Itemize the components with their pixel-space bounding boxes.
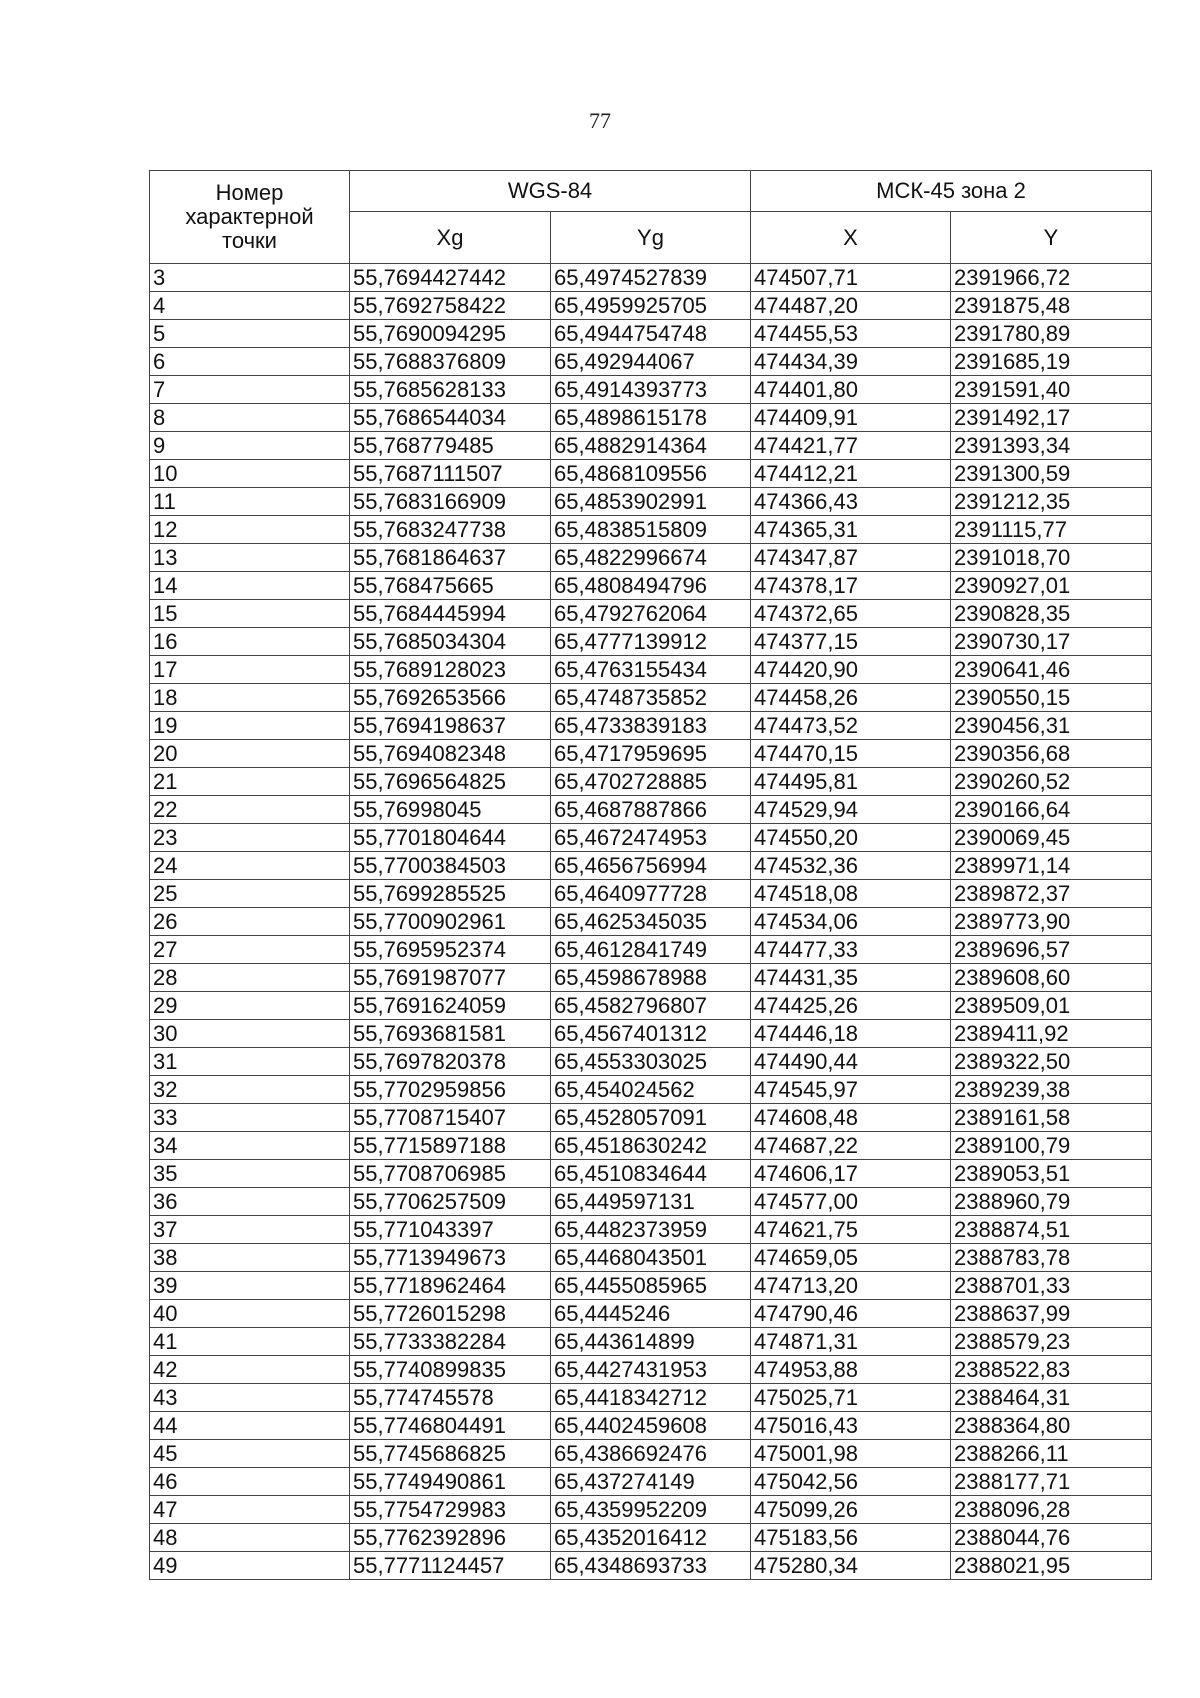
- x-cell: 475183,56: [751, 1524, 951, 1552]
- table-header: [150, 171, 1152, 264]
- point-number-cell: 23: [150, 824, 350, 852]
- point-number-cell: 34: [150, 1132, 350, 1160]
- point-number-cell: 46: [150, 1468, 350, 1496]
- y-cell: 2389608,60: [951, 964, 1152, 992]
- y-cell: 2389971,14: [951, 852, 1152, 880]
- y-cell: 2390927,01: [951, 572, 1152, 600]
- xg-cell: 55,7693681581: [350, 1020, 551, 1048]
- table-row: [150, 1160, 1152, 1188]
- yg-cell: 65,4763155434: [551, 656, 751, 684]
- table-row: [150, 908, 1152, 936]
- y-cell: 2388266,11: [951, 1440, 1152, 1468]
- x-cell: 474455,53: [751, 320, 951, 348]
- yg-cell: 65,4640977728: [551, 880, 751, 908]
- y-cell: 2391300,59: [951, 460, 1152, 488]
- point-number-cell: 43: [150, 1384, 350, 1412]
- xg-cell: 55,76998045: [350, 796, 551, 824]
- table-row: [150, 1328, 1152, 1356]
- table-row: [150, 824, 1152, 852]
- yg-cell: 65,4386692476: [551, 1440, 751, 1468]
- point-number-cell: 26: [150, 908, 350, 936]
- yg-cell: 65,4418342712: [551, 1384, 751, 1412]
- y-cell: 2391212,35: [951, 488, 1152, 516]
- point-number-cell: 10: [150, 460, 350, 488]
- xg-cell: 55,7733382284: [350, 1328, 551, 1356]
- x-cell: 474713,20: [751, 1272, 951, 1300]
- point-number-cell: 20: [150, 740, 350, 768]
- point-number-cell: 35: [150, 1160, 350, 1188]
- yg-cell: 65,4733839183: [551, 712, 751, 740]
- x-cell: 474577,00: [751, 1188, 951, 1216]
- point-number-cell: 9: [150, 432, 350, 460]
- point-number-cell: 7: [150, 376, 350, 404]
- xg-cell: 55,7691624059: [350, 992, 551, 1020]
- table-row: [150, 1104, 1152, 1132]
- x-cell: 474365,31: [751, 516, 951, 544]
- xg-cell: 55,7771124457: [350, 1552, 551, 1580]
- yg-cell: 65,4567401312: [551, 1020, 751, 1048]
- point-number-cell: 37: [150, 1216, 350, 1244]
- yg-cell: 65,4868109556: [551, 460, 751, 488]
- point-number-header: Номер характерной точки: [150, 171, 350, 264]
- y-cell: 2388021,95: [951, 1552, 1152, 1580]
- coordinates-table: [149, 170, 1152, 1580]
- point-number-cell: 14: [150, 572, 350, 600]
- y-column-header: Y: [951, 212, 1152, 264]
- point-number-cell: 16: [150, 628, 350, 656]
- y-cell: 2389872,37: [951, 880, 1152, 908]
- xg-cell: 55,7688376809: [350, 348, 551, 376]
- y-cell: 2389322,50: [951, 1048, 1152, 1076]
- xg-cell: 55,7708715407: [350, 1104, 551, 1132]
- y-cell: 2391966,72: [951, 264, 1152, 292]
- yg-cell: 65,4518630242: [551, 1132, 751, 1160]
- table-row: [150, 572, 1152, 600]
- table-row: [150, 712, 1152, 740]
- x-cell: 475025,71: [751, 1384, 951, 1412]
- yg-cell: 65,4974527839: [551, 264, 751, 292]
- x-cell: 475099,26: [751, 1496, 951, 1524]
- yg-cell: 65,4792762064: [551, 600, 751, 628]
- xg-cell: 55,7692653566: [350, 684, 551, 712]
- point-number-cell: 6: [150, 348, 350, 376]
- x-cell: 474953,88: [751, 1356, 951, 1384]
- y-cell: 2389053,51: [951, 1160, 1152, 1188]
- table-row: [150, 1048, 1152, 1076]
- x-cell: 474372,65: [751, 600, 951, 628]
- point-number-cell: 22: [150, 796, 350, 824]
- xg-cell: 55,7706257509: [350, 1188, 551, 1216]
- yg-cell: 65,4914393773: [551, 376, 751, 404]
- x-cell: 475280,34: [751, 1552, 951, 1580]
- yg-cell: 65,4402459608: [551, 1412, 751, 1440]
- x-cell: 474473,52: [751, 712, 951, 740]
- yg-cell: 65,443614899: [551, 1328, 751, 1356]
- y-cell: 2390641,46: [951, 656, 1152, 684]
- x-cell: 474790,46: [751, 1300, 951, 1328]
- yg-cell: 65,454024562: [551, 1076, 751, 1104]
- point-number-cell: 29: [150, 992, 350, 1020]
- table-row: [150, 1356, 1152, 1384]
- xg-cell: 55,7685034304: [350, 628, 551, 656]
- xg-cell: 55,7684445994: [350, 600, 551, 628]
- xg-cell: 55,7700384503: [350, 852, 551, 880]
- x-cell: 474495,81: [751, 768, 951, 796]
- table-row: [150, 964, 1152, 992]
- y-cell: 2390069,45: [951, 824, 1152, 852]
- point-number-cell: 40: [150, 1300, 350, 1328]
- table-row: [150, 936, 1152, 964]
- table-row: [150, 1188, 1152, 1216]
- table-row: [150, 1524, 1152, 1552]
- xg-cell: 55,7754729983: [350, 1496, 551, 1524]
- table-row: [150, 992, 1152, 1020]
- table-row: [150, 768, 1152, 796]
- x-cell: 474420,90: [751, 656, 951, 684]
- yg-cell: 65,4838515809: [551, 516, 751, 544]
- point-number-cell: 42: [150, 1356, 350, 1384]
- y-cell: 2388701,33: [951, 1272, 1152, 1300]
- point-number-cell: 19: [150, 712, 350, 740]
- x-cell: 474621,75: [751, 1216, 951, 1244]
- xg-cell: 55,771043397: [350, 1216, 551, 1244]
- point-number-cell: 45: [150, 1440, 350, 1468]
- table-row: [150, 1020, 1152, 1048]
- point-number-cell: 4: [150, 292, 350, 320]
- table-row: [150, 292, 1152, 320]
- x-cell: 474608,48: [751, 1104, 951, 1132]
- x-cell: 474487,20: [751, 292, 951, 320]
- y-cell: 2388464,31: [951, 1384, 1152, 1412]
- xg-cell: 55,7683247738: [350, 516, 551, 544]
- xg-cell: 55,7745686825: [350, 1440, 551, 1468]
- x-cell: 474377,15: [751, 628, 951, 656]
- x-cell: 475016,43: [751, 1412, 951, 1440]
- point-number-cell: 49: [150, 1552, 350, 1580]
- x-cell: 474378,17: [751, 572, 951, 600]
- xg-cell: 55,774745578: [350, 1384, 551, 1412]
- x-cell: 474687,22: [751, 1132, 951, 1160]
- x-cell: 474470,15: [751, 740, 951, 768]
- x-cell: 474347,87: [751, 544, 951, 572]
- yg-cell: 65,4482373959: [551, 1216, 751, 1244]
- xg-cell: 55,7694427442: [350, 264, 551, 292]
- y-cell: 2388579,23: [951, 1328, 1152, 1356]
- y-cell: 2388044,76: [951, 1524, 1152, 1552]
- y-cell: 2388874,51: [951, 1216, 1152, 1244]
- x-cell: 475001,98: [751, 1440, 951, 1468]
- x-cell: 474412,21: [751, 460, 951, 488]
- y-cell: 2391685,19: [951, 348, 1152, 376]
- yg-cell: 65,4598678988: [551, 964, 751, 992]
- point-number-cell: 28: [150, 964, 350, 992]
- xg-cell: 55,7694198637: [350, 712, 551, 740]
- point-number-cell: 8: [150, 404, 350, 432]
- yg-cell: 65,437274149: [551, 1468, 751, 1496]
- table-row: [150, 376, 1152, 404]
- yg-cell: 65,449597131: [551, 1188, 751, 1216]
- point-number-cell: 25: [150, 880, 350, 908]
- xg-cell: 55,7726015298: [350, 1300, 551, 1328]
- xg-cell: 55,7702959856: [350, 1076, 551, 1104]
- table-row: [150, 880, 1152, 908]
- table-row: [150, 1496, 1152, 1524]
- y-cell: 2389161,58: [951, 1104, 1152, 1132]
- point-number-cell: 30: [150, 1020, 350, 1048]
- yg-cell: 65,4853902991: [551, 488, 751, 516]
- point-number-cell: 21: [150, 768, 350, 796]
- point-number-cell: 38: [150, 1244, 350, 1272]
- table-row: [150, 516, 1152, 544]
- x-cell: 474434,39: [751, 348, 951, 376]
- table-row: [150, 1244, 1152, 1272]
- table-row: [150, 348, 1152, 376]
- yg-cell: 65,4510834644: [551, 1160, 751, 1188]
- yg-column-header: Yg: [551, 212, 751, 264]
- yg-cell: 65,4445246: [551, 1300, 751, 1328]
- x-cell: 474409,91: [751, 404, 951, 432]
- yg-cell: 65,4822996674: [551, 544, 751, 572]
- point-number-cell: 3: [150, 264, 350, 292]
- x-cell: 474550,20: [751, 824, 951, 852]
- yg-cell: 65,4359952209: [551, 1496, 751, 1524]
- y-cell: 2390456,31: [951, 712, 1152, 740]
- yg-cell: 65,4702728885: [551, 768, 751, 796]
- y-cell: 2390166,64: [951, 796, 1152, 824]
- table-row: [150, 600, 1152, 628]
- yg-cell: 65,4777139912: [551, 628, 751, 656]
- xg-cell: 55,7740899835: [350, 1356, 551, 1384]
- x-cell: 474532,36: [751, 852, 951, 880]
- x-cell: 474659,05: [751, 1244, 951, 1272]
- xg-cell: 55,7701804644: [350, 824, 551, 852]
- point-number-cell: 39: [150, 1272, 350, 1300]
- xg-column-header: Xg: [350, 212, 551, 264]
- yg-cell: 65,4882914364: [551, 432, 751, 460]
- table-row: [150, 1300, 1152, 1328]
- point-number-cell: 12: [150, 516, 350, 544]
- yg-cell: 65,4553303025: [551, 1048, 751, 1076]
- table-row: [150, 1412, 1152, 1440]
- xg-cell: 55,7695952374: [350, 936, 551, 964]
- point-number-cell: 47: [150, 1496, 350, 1524]
- y-cell: 2389411,92: [951, 1020, 1152, 1048]
- x-cell: 474458,26: [751, 684, 951, 712]
- xg-cell: 55,7685628133: [350, 376, 551, 404]
- yg-cell: 65,4427431953: [551, 1356, 751, 1384]
- y-cell: 2388637,99: [951, 1300, 1152, 1328]
- y-cell: 2390550,15: [951, 684, 1152, 712]
- yg-cell: 65,4612841749: [551, 936, 751, 964]
- table-row: [150, 740, 1152, 768]
- yg-cell: 65,4687887866: [551, 796, 751, 824]
- xg-cell: 55,7692758422: [350, 292, 551, 320]
- table-row: [150, 628, 1152, 656]
- x-cell: 474518,08: [751, 880, 951, 908]
- yg-cell: 65,4656756994: [551, 852, 751, 880]
- table-row: [150, 264, 1152, 292]
- y-cell: 2388522,83: [951, 1356, 1152, 1384]
- y-cell: 2391492,17: [951, 404, 1152, 432]
- x-cell: 474534,06: [751, 908, 951, 936]
- point-number-cell: 32: [150, 1076, 350, 1104]
- table-row: [150, 1272, 1152, 1300]
- point-number-cell: 5: [150, 320, 350, 348]
- yg-cell: 65,4944754748: [551, 320, 751, 348]
- yg-cell: 65,4898615178: [551, 404, 751, 432]
- xg-cell: 55,7749490861: [350, 1468, 551, 1496]
- table-row: [150, 796, 1152, 824]
- xg-cell: 55,7690094295: [350, 320, 551, 348]
- yg-cell: 65,4672474953: [551, 824, 751, 852]
- y-cell: 2391018,70: [951, 544, 1152, 572]
- x-cell: 474366,43: [751, 488, 951, 516]
- table-row: [150, 1216, 1152, 1244]
- wgs84-group-header: WGS-84: [350, 171, 751, 212]
- xg-cell: 55,7686544034: [350, 404, 551, 432]
- y-cell: 2390828,35: [951, 600, 1152, 628]
- y-cell: 2391115,77: [951, 516, 1152, 544]
- x-cell: 474606,17: [751, 1160, 951, 1188]
- table-row: [150, 1468, 1152, 1496]
- y-cell: 2389100,79: [951, 1132, 1152, 1160]
- point-number-cell: 15: [150, 600, 350, 628]
- xg-cell: 55,7689128023: [350, 656, 551, 684]
- yg-cell: 65,4348693733: [551, 1552, 751, 1580]
- xg-cell: 55,7718962464: [350, 1272, 551, 1300]
- xg-cell: 55,7762392896: [350, 1524, 551, 1552]
- point-number-cell: 24: [150, 852, 350, 880]
- y-cell: 2388096,28: [951, 1496, 1152, 1524]
- point-number-cell: 48: [150, 1524, 350, 1552]
- xg-cell: 55,7700902961: [350, 908, 551, 936]
- msk45-group-header: МСК-45 зона 2: [751, 171, 1152, 212]
- table-row: [150, 1440, 1152, 1468]
- yg-cell: 65,4959925705: [551, 292, 751, 320]
- xg-cell: 55,7697820378: [350, 1048, 551, 1076]
- x-cell: 474477,33: [751, 936, 951, 964]
- xg-cell: 55,7699285525: [350, 880, 551, 908]
- y-cell: 2390356,68: [951, 740, 1152, 768]
- table-row: [150, 488, 1152, 516]
- x-cell: 474529,94: [751, 796, 951, 824]
- table-row: [150, 432, 1152, 460]
- y-cell: 2389509,01: [951, 992, 1152, 1020]
- y-cell: 2391591,40: [951, 376, 1152, 404]
- y-cell: 2391875,48: [951, 292, 1152, 320]
- y-cell: 2391780,89: [951, 320, 1152, 348]
- xg-cell: 55,7715897188: [350, 1132, 551, 1160]
- table-row: [150, 656, 1152, 684]
- x-cell: 474507,71: [751, 264, 951, 292]
- table-row: [150, 1384, 1152, 1412]
- point-number-cell: 44: [150, 1412, 350, 1440]
- table-row: [150, 1076, 1152, 1104]
- yg-cell: 65,4808494796: [551, 572, 751, 600]
- point-number-cell: 13: [150, 544, 350, 572]
- x-cell: 474431,35: [751, 964, 951, 992]
- point-number-cell: 17: [150, 656, 350, 684]
- x-cell: 474490,44: [751, 1048, 951, 1076]
- xg-cell: 55,768779485: [350, 432, 551, 460]
- y-cell: 2390260,52: [951, 768, 1152, 796]
- yg-cell: 65,4352016412: [551, 1524, 751, 1552]
- point-number-cell: 18: [150, 684, 350, 712]
- xg-cell: 55,7681864637: [350, 544, 551, 572]
- x-cell: 474425,26: [751, 992, 951, 1020]
- yg-cell: 65,4468043501: [551, 1244, 751, 1272]
- xg-cell: 55,768475665: [350, 572, 551, 600]
- yg-cell: 65,4528057091: [551, 1104, 751, 1132]
- table-row: [150, 320, 1152, 348]
- point-number-cell: 27: [150, 936, 350, 964]
- x-cell: 474421,77: [751, 432, 951, 460]
- y-cell: 2388364,80: [951, 1412, 1152, 1440]
- xg-cell: 55,7713949673: [350, 1244, 551, 1272]
- xg-cell: 55,7708706985: [350, 1160, 551, 1188]
- yg-cell: 65,4455085965: [551, 1272, 751, 1300]
- table-row: [150, 544, 1152, 572]
- xg-cell: 55,7746804491: [350, 1412, 551, 1440]
- point-number-cell: 31: [150, 1048, 350, 1076]
- yg-cell: 65,4625345035: [551, 908, 751, 936]
- table-row: [150, 852, 1152, 880]
- xg-cell: 55,7687111507: [350, 460, 551, 488]
- point-number-cell: 36: [150, 1188, 350, 1216]
- x-cell: 474446,18: [751, 1020, 951, 1048]
- x-cell: 474871,31: [751, 1328, 951, 1356]
- y-cell: 2389773,90: [951, 908, 1152, 936]
- xg-cell: 55,7691987077: [350, 964, 551, 992]
- x-column-header: X: [751, 212, 951, 264]
- x-cell: 474545,97: [751, 1076, 951, 1104]
- y-cell: 2388783,78: [951, 1244, 1152, 1272]
- point-number-cell: 41: [150, 1328, 350, 1356]
- yg-cell: 65,4717959695: [551, 740, 751, 768]
- x-cell: 474401,80: [751, 376, 951, 404]
- y-cell: 2388960,79: [951, 1188, 1152, 1216]
- table-row: [150, 1132, 1152, 1160]
- point-number-cell: 11: [150, 488, 350, 516]
- y-cell: 2389696,57: [951, 936, 1152, 964]
- x-cell: 475042,56: [751, 1468, 951, 1496]
- y-cell: 2388177,71: [951, 1468, 1152, 1496]
- page-number: 77: [589, 108, 611, 133]
- yg-cell: 65,4582796807: [551, 992, 751, 1020]
- xg-cell: 55,7694082348: [350, 740, 551, 768]
- y-cell: 2390730,17: [951, 628, 1152, 656]
- y-cell: 2389239,38: [951, 1076, 1152, 1104]
- table-body: [150, 264, 1152, 1580]
- y-cell: 2391393,34: [951, 432, 1152, 460]
- xg-cell: 55,7696564825: [350, 768, 551, 796]
- table-row: [150, 684, 1152, 712]
- table-row: [150, 404, 1152, 432]
- table-row: [150, 1552, 1152, 1580]
- yg-cell: 65,492944067: [551, 348, 751, 376]
- point-number-cell: 33: [150, 1104, 350, 1132]
- table-row: [150, 460, 1152, 488]
- yg-cell: 65,4748735852: [551, 684, 751, 712]
- xg-cell: 55,7683166909: [350, 488, 551, 516]
